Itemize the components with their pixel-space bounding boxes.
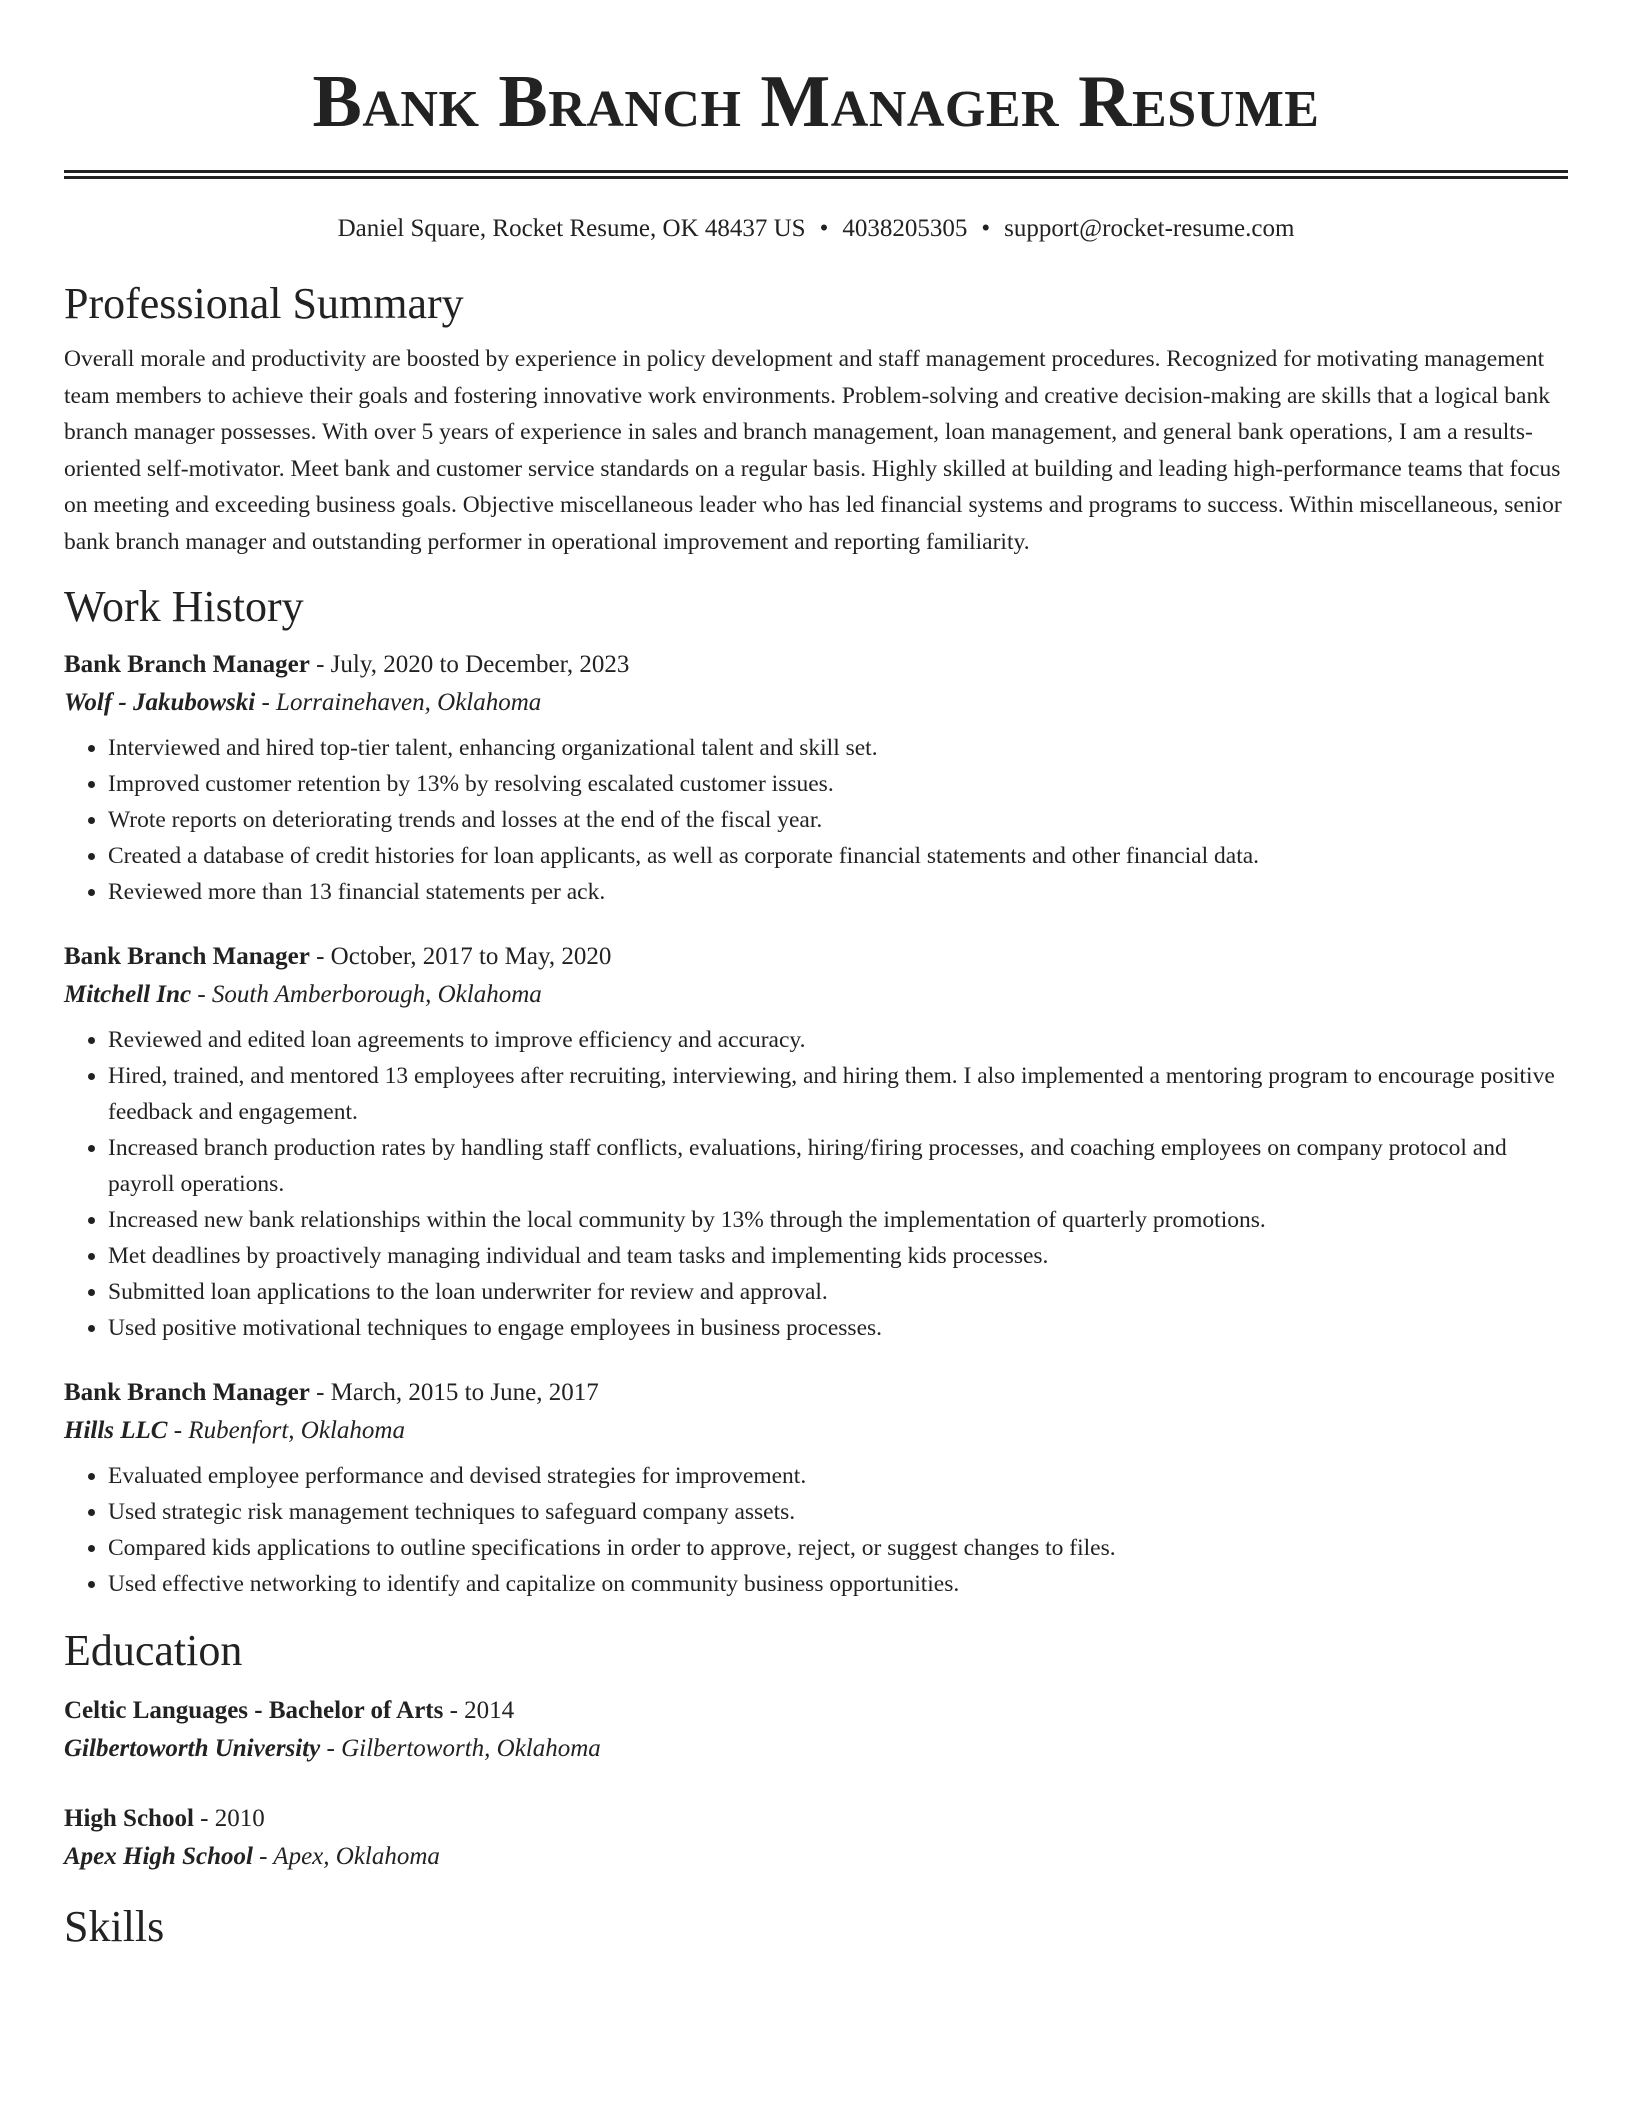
job-title-line bbox=[64, 938, 1568, 976]
employer-location: - Rubenfort, Oklahoma bbox=[167, 1417, 405, 1444]
school-name: Apex High School bbox=[64, 1843, 253, 1870]
employer-name: Mitchell Inc bbox=[64, 981, 192, 1008]
employer-line bbox=[64, 976, 1568, 1014]
job-title-line bbox=[64, 646, 1568, 684]
employer-name: Wolf - Jakubowski bbox=[64, 689, 256, 716]
job-title: Bank Branch Manager bbox=[64, 943, 310, 970]
school-line bbox=[64, 1838, 1568, 1876]
school-location: - Gilbertoworth, Oklahoma bbox=[320, 1735, 601, 1762]
job-bullet: • Created a database of credit histories for loan applicants, as well as corporate financial statements and other financial data. bbox=[108, 838, 1568, 874]
school-location: - Apex, Oklahoma bbox=[252, 1843, 440, 1870]
school-name: Gilbertoworth University bbox=[64, 1735, 321, 1762]
job-dates: - July, 2020 to December, 2023 bbox=[309, 651, 630, 678]
job-entry bbox=[64, 1374, 1568, 1602]
work-history-heading: Work History bbox=[64, 582, 304, 631]
job-title: Bank Branch Manager bbox=[64, 1379, 310, 1406]
summary-text: Overall morale and productivity are boosted by experience in policy development and staff management procedures. Recognized for motivating management team members to achieve their goals and fostering innovative work environments. Problem-solving and creative decision-making are skills that a logical bank branch manager possesses. With over 5 years of experience in sales and branch management, loan management, and general bank operations, I am a results-oriented self-motivator. Meet bank and customer service standards on a regular basis. Highly skilled at building and leading high-performance teams that focus on meeting and exceeding business goals. Objective miscellaneous leader who has led financial systems and programs to success. Within miscellaneous, senior bank branch manager and outstanding performer in operational improvement and reporting familiarity. bbox=[64, 346, 1562, 555]
employer-line bbox=[64, 1412, 1568, 1450]
job-bullet: • Compared kids applications to outline specifications in order to approve, reject, or suggest changes to files. bbox=[108, 1530, 1568, 1566]
job-entry bbox=[64, 938, 1568, 1346]
job-title-line bbox=[64, 1374, 1568, 1412]
degree-line bbox=[64, 1800, 1568, 1838]
job-bullet: • Used strategic risk management techniques to safeguard company assets. bbox=[108, 1494, 1568, 1530]
job-dates: - March, 2015 to June, 2017 bbox=[309, 1379, 599, 1406]
job-dates: - October, 2017 to May, 2020 bbox=[309, 943, 612, 970]
contact-email: support@rocket-resume.com bbox=[1004, 215, 1295, 242]
job-bullet: • Reviewed and edited loan agreements to improve efficiency and accuracy. bbox=[108, 1022, 1568, 1058]
job-title: Bank Branch Manager bbox=[64, 651, 310, 678]
job-bullet: • Met deadlines by proactively managing individual and team tasks and implementing kids processes. bbox=[108, 1238, 1568, 1274]
job-bullet: • Evaluated employee performance and devised strategies for improvement. bbox=[108, 1458, 1568, 1494]
employer-name: Hills LLC bbox=[64, 1417, 168, 1444]
contact-separator: • bbox=[981, 215, 991, 242]
contact-separator: • bbox=[819, 215, 829, 242]
title-double-rule bbox=[64, 170, 1568, 179]
employer-location: - Lorrainehaven, Oklahoma bbox=[255, 689, 542, 716]
degree-name: Celtic Languages - Bachelor of Arts bbox=[64, 1697, 444, 1724]
summary-heading: Professional Summary bbox=[64, 279, 464, 328]
job-bullet: • Improved customer retention by 13% by resolving escalated customer issues. bbox=[108, 766, 1568, 802]
resume-title: Bank Branch Manager Resume bbox=[312, 61, 1320, 143]
graduation-year: - 2014 bbox=[443, 1697, 515, 1724]
employer-line bbox=[64, 684, 1568, 722]
education-entry bbox=[64, 1692, 1568, 1768]
education-heading: Education bbox=[64, 1626, 243, 1675]
job-bullet: • Increased new bank relationships within the local community by 13% through the implementation of quarterly promotions. bbox=[108, 1202, 1568, 1238]
job-bullet: • Increased branch production rates by handling staff conflicts, evaluations, hiring/firing processes, and coaching employees on company protocol and payroll operations. bbox=[108, 1130, 1568, 1202]
job-bullets bbox=[64, 1022, 1568, 1346]
degree-name: High School bbox=[64, 1805, 194, 1832]
job-bullet: • Used effective networking to identify and capitalize on community business opportunities. bbox=[108, 1566, 1568, 1602]
job-bullets bbox=[64, 730, 1568, 910]
school-line bbox=[64, 1730, 1568, 1768]
job-bullet: • Submitted loan applications to the loan underwriter for review and approval. bbox=[108, 1274, 1568, 1310]
graduation-year: - 2010 bbox=[193, 1805, 265, 1832]
job-bullet: • Reviewed more than 13 financial statements per ack. bbox=[108, 874, 1568, 910]
employer-location: - South Amberborough, Oklahoma bbox=[191, 981, 542, 1008]
degree-line bbox=[64, 1692, 1568, 1730]
job-bullet: • Hired, trained, and mentored 13 employees after recruiting, interviewing, and hiring them. I also implemented a mentoring program to encourage positive feedback and engagement. bbox=[108, 1058, 1568, 1130]
job-bullet: • Wrote reports on deteriorating trends and losses at the end of the fiscal year. bbox=[108, 802, 1568, 838]
job-bullet: • Interviewed and hired top-tier talent, enhancing organizational talent and skill set. bbox=[108, 730, 1568, 766]
job-bullets bbox=[64, 1458, 1568, 1602]
contact-address: Daniel Square, Rocket Resume, OK 48437 US bbox=[337, 215, 806, 242]
skills-heading: Skills bbox=[64, 1902, 165, 1951]
education-entry bbox=[64, 1800, 1568, 1876]
job-entry bbox=[64, 646, 1568, 910]
job-bullet: • Used positive motivational techniques to engage employees in business processes. bbox=[108, 1310, 1568, 1346]
contact-line bbox=[64, 213, 1568, 245]
contact-phone: 4038205305 bbox=[842, 215, 968, 242]
